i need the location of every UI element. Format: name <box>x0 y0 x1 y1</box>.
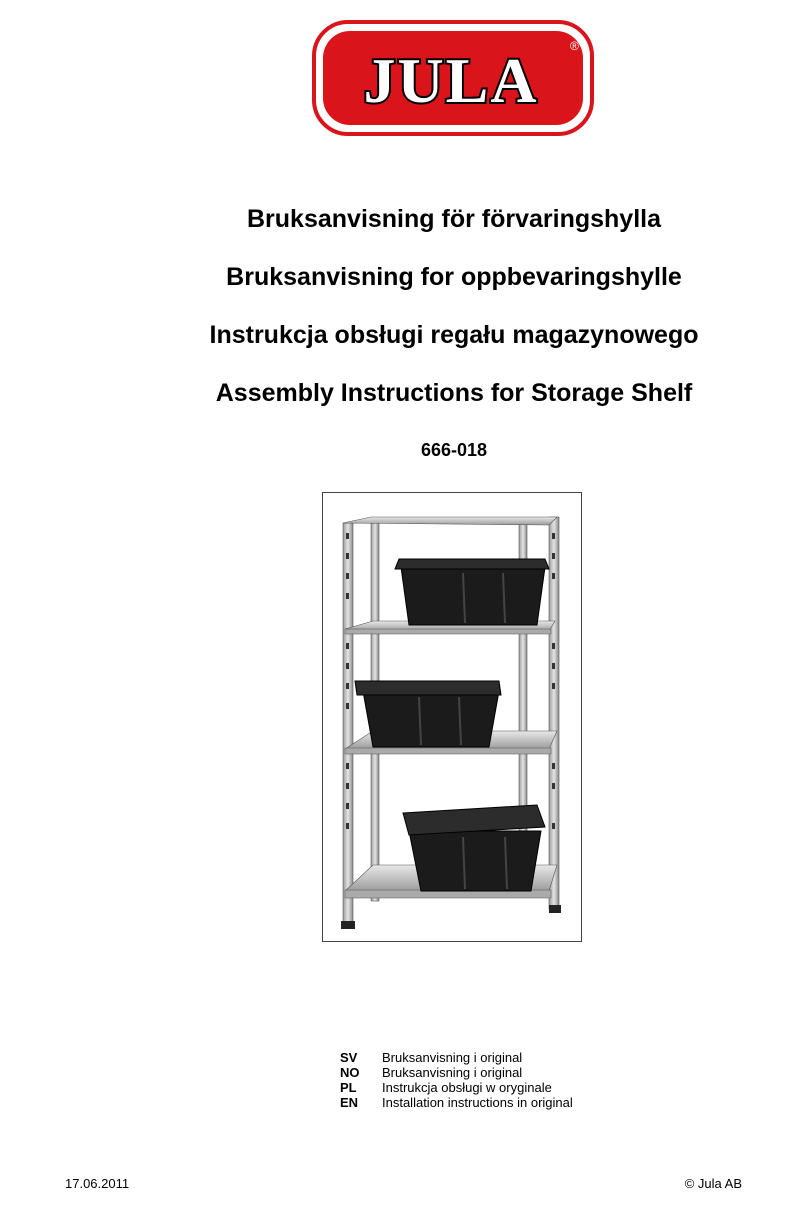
language-code: PL <box>340 1080 357 1095</box>
language-row <box>340 1065 573 1080</box>
logo-text: JULA <box>363 45 539 116</box>
title-block <box>150 190 758 422</box>
storage-bin <box>403 805 545 891</box>
language-text: Instrukcja obsługi w oryginale <box>382 1080 552 1095</box>
language-text: Bruksanvisning i original <box>382 1065 523 1080</box>
footer-date: 17.06.2011 <box>65 1176 130 1191</box>
language-row <box>340 1050 573 1065</box>
language-row <box>340 1080 573 1095</box>
language-text: Installation instructions in original <box>382 1095 573 1110</box>
registered-mark: ® <box>570 39 579 53</box>
storage-shelf-illustration <box>323 493 581 941</box>
language-list <box>340 1050 573 1110</box>
footer-copyright: © Jula AB <box>684 1176 742 1191</box>
language-code: NO <box>340 1065 360 1080</box>
language-text: Bruksanvisning i original <box>382 1050 523 1065</box>
language-code: EN <box>340 1095 359 1110</box>
title-no: Bruksanvisning for oppbevaringshylle <box>226 263 682 291</box>
storage-bin <box>395 559 549 625</box>
title-pl: Instrukcja obsługi regału magazynowego <box>209 321 699 349</box>
model-number: 666-018 <box>420 440 488 460</box>
title-en: Assembly Instructions for Storage Shelf <box>215 379 693 407</box>
storage-bin <box>355 681 501 747</box>
language-code: SV <box>340 1050 358 1065</box>
language-row <box>340 1095 573 1110</box>
product-image-frame <box>322 492 582 942</box>
jula-logo <box>312 20 594 136</box>
title-sv: Bruksanvisning för förvaringshylla <box>247 205 661 233</box>
